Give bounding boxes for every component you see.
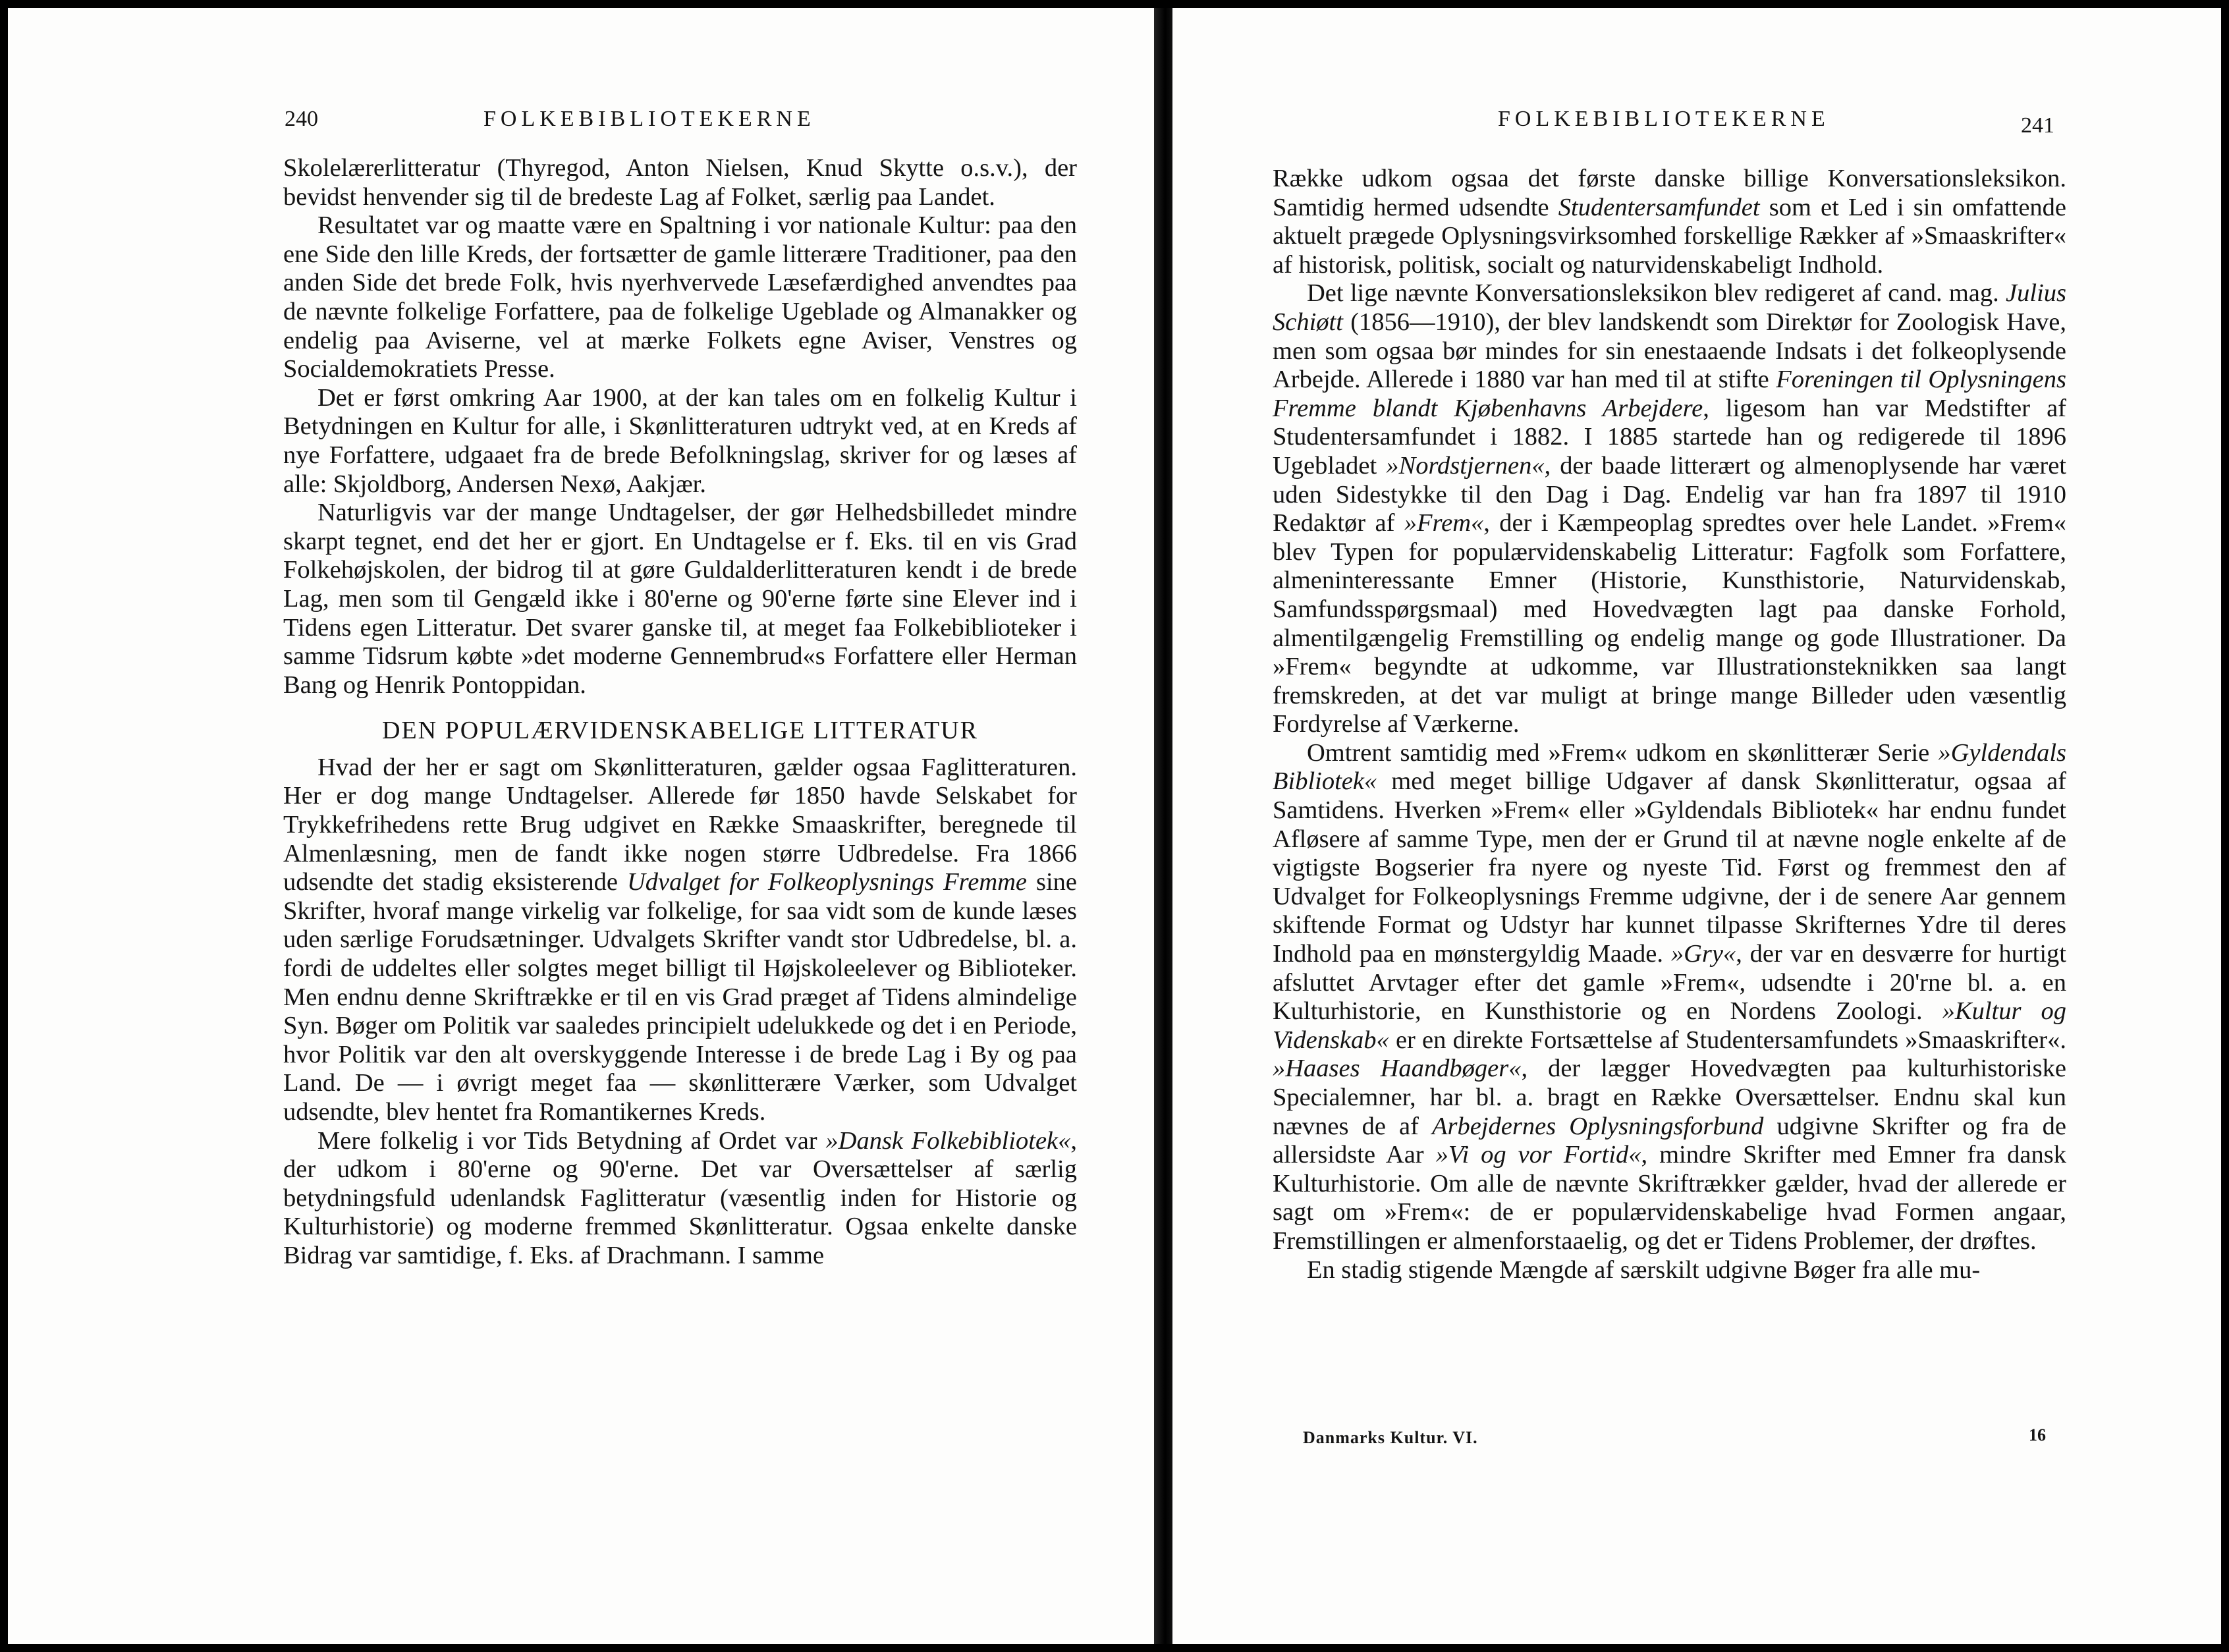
- right-page-number: 241: [2021, 113, 2054, 138]
- footer-signature: Danmarks Kultur. VI.: [1303, 1428, 1478, 1447]
- italic-title: »Gry«: [1670, 940, 1736, 968]
- right-text-column: [1273, 165, 2066, 1284]
- left-page-number: 240: [285, 107, 318, 131]
- right-running-head: FOLKEBIBLIOTEKERNE: [1498, 107, 1830, 131]
- footer-signature-number: 16: [2029, 1425, 2046, 1445]
- italic-title: »Kultur og Videnskab«: [1273, 997, 2067, 1054]
- right-paragraph-4: En stadig stigende Mængde af særskilt udgivne Bøger fra alle mu-: [1307, 1255, 1981, 1284]
- left-paragraph-6: Mere folkelig i vor Tids Betydning af Ordet var »Dansk Folkebibliotek«, der udkom i 80'erne og 90'erne. Det var Oversættelser af særlig betydningsfuld udenlandsk Faglitteratur (væsentlig inden for Historie og Kulturhistorie) og moderne fremmed Skønlitteratur. Ogsaa enkelte danske Bidrag var samtidige, f. Eks. af Drachmann. I samme: [283, 1126, 1078, 1269]
- italic-title: »Nordstjernen«: [1386, 451, 1545, 480]
- right-paragraph-3: Omtrent samtidig med »Frem« udkom en skønlitterær Serie »Gyldendals Bibliotek« med meget billige Udgaver af dansk Skønlitteratur, ogsaa af Samtidens. Hverken »Frem« eller »Gyldendals Bibliotek« har endnu fundet Afløsere af samme Type, men der er Grund til at nævne nogle enkelte af de vigtigste Bogserier fra nyere og nyeste Tid. Først og fremmest den af Udvalget for Folkeoplysnings Fremme udgivne, der i de senere Aar gennem skiftende Format og Udstyr har kunnet tilpasse Skrifternes Ydre til deres Indhold paa en mønstergyldig Maade. »Gry«, der var en desværre for hurtigt afsluttet Arvtager efter det gamle »Frem«, udsendte i 20'rne bl. a. en Kulturhistorie, en Kunsthistorie og en Nordens Zoologi. »Kultur og Videnskab« er en direkte Fortsættelse af Studentersamfundets »Smaaskrifter«. »Haases Haandbøger«, der lægger Hovedvægten paa kulturhistoriske Specialemner, har bl. a. bragt en Række Oversættelser. Endnu skal kun nævnes de af Arbejdernes Oplysningsforbund udgivne Skrifter og fra de allersidste Aar »Vi og vor Fortid«, mindre Skrifter med Emner fra dansk Kulturhistorie. Om alle de nævnte Skriftrækker gælder, hvad der allerede er sagt om »Frem«: de er populærvidenskabelige hvad Formen angaar, Fremstillingen er almenforstaaelig, og det er Tidens Problemer, der drøftes.: [1273, 738, 2067, 1255]
- left-running-head: FOLKEBIBLIOTEKERNE: [483, 107, 815, 131]
- right-paragraph-2: Det lige nævnte Konversationsleksikon blev redigeret af cand. mag. Julius Schiøtt (1856—1910), der blev landskendt som Direktør for Zoologisk Have, men som ogsaa bør mindes for sin enestaaende Indsats i det folkeoplysende Arbejde. Allerede i 1880 var han med til at stifte Foreningen til Oplysningens Fremme blandt Kjøbenhavns Arbejdere, ligesom han var Medstifter af Studentersamfundet i 1882. I 1885 startede han og redigerede til 1896 Ugebladet »Nordstjernen«, der baade litterært og almenoplysende har været uden Sidestykke til den Dag i Dag. Endelig var han fra 1897 til 1910 Redaktør af »Frem«, der i Kæmpeoplag spredtes over hele Landet. »Frem« blev Typen for populærvidenskabelig Litteratur: Fagfolk som Forfattere, almeninteressante Emner (Historie, Kunsthistorie, Naturvidenskab, Samfundsspørgsmaal) med Hovedvægten lagt paa danske Forhold, almentilgængelig Fremstilling og endelig mange og gode Illustrationer. Da »Frem« begyndte at udkomme, var Illustrationsteknikken saa langt fremskreden, at det var muligt at bringe mange Billeder uden væsentlig Fordyrelse af Værkerne.: [1273, 279, 2066, 738]
- right-paragraph-1: Række udkom ogsaa det første danske billige Konversationsleksikon. Samtidig hermed udsendte Studentersamfundet som et Led i sin omfattende aktuelt prægede Oplysningsvirksomhed forskellige Rækker af »Smaaskrifter« af historisk, politisk, socialt og naturvidenskabeligt Indhold.: [1273, 165, 2067, 279]
- left-paragraph-5: Hvad der her er sagt om Skønlitteraturen, gælder ogsaa Faglitteraturen. Her er dog mange Undtagelser. Allerede før 1850 havde Selskabet for Trykkefrihedens rette Brug udgivet en Række Smaaskrifter, beregnede til Almenlæsning, men de fandt ikke nogen større Udbredelse. Fra 1866 udsendte det stadig eksisterende Udvalget for Folkeoplysnings Fremme sine Skrifter, hvoraf mange virkelig var folkelige, for saa vidt som de kunde læses uden særlige Forudsætninger. Udvalgets Skrifter vandt stor Udbredelse, bl. a. fordi de uddeltes eller solgtes meget billigt til Højskoleelever og Biblioteker. Men endnu denne Skriftrække er til en vis Grad præget af Tidens almindelige Syn. Bøger om Politik var saaledes principielt udelukkede og det i en Periode, hvor Politik var den alt overskyggende Interesse i de brede Lag i By og paa Land. De — i øvrigt meget faa — skønlitterære Værker, som Udvalget udsendte, blev hentet fra Romantikernes Kreds.: [283, 753, 1077, 1126]
- italic-title: »Gyldendals Bibliotek«: [1273, 738, 2066, 796]
- left-paragraph-1: Skolelærerlitteratur (Thyregod, Anton Nielsen, Knud Skytte o.s.v.), der bevidst henvender sig til de bredeste Lag af Folket, særlig paa Landet.: [283, 154, 1077, 211]
- italic-name: Julius Schiøtt: [1273, 279, 2066, 336]
- italic-title: »Frem«: [1404, 509, 1484, 537]
- left-paragraph-2: Resultatet var og maatte være en Spaltning i vor nationale Kultur: paa den ene Side den lille Kreds, der fortsætter de gamle litterære Traditioner, paa den anden Side det brede Folk, hvis nyerhvervede Læsefærdighed anvendtes paa de nævnte folkelige Forfattere, paa de folkelige Ugeblade og Almanakker og endelig paa Aviserne, vel at mærke Folkets egne Aviser, Venstres og Socialdemokratiets Presse.: [283, 211, 1077, 383]
- italic-title: Foreningen til Oplysningens Fremme blandt Kjøbenhavns Arbejdere: [1273, 366, 2066, 422]
- section-heading: DEN POPULÆRVIDENSKABELIGE LITTERATUR: [382, 717, 978, 745]
- left-page: [8, 8, 1157, 1644]
- italic-title: »Vi og vor Fortid«: [1435, 1141, 1641, 1169]
- right-page: [1172, 8, 2221, 1644]
- book-gutter: [1154, 8, 1172, 1644]
- left-text-column: [283, 154, 1077, 1271]
- italic-title: Udvalget for Folkeoplysnings Fremme: [626, 868, 1028, 896]
- italic-title: Studentersamfundet: [1558, 193, 1760, 221]
- left-paragraph-4: Naturligvis var der mange Undtagelser, der gør Helhedsbilledet mindre skarpt tegnet, end det her er gjort. En Undtagelse er f. Eks. til en vis Grad Folkehøjskolen, der bidrog til at gøre Guldalderlitteraturen kendt i de brede Lag, men som til Gengæld ikke i 80'erne og 90'erne førte sine Elever ind i Tidens egen Litteratur. Det svarer ganske til, at meget faa Folkebiblioteker i samme Tidsrum købte »det moderne Gennembrud«s Forfattere eller Herman Bang og Henrik Pontoppidan.: [283, 499, 1077, 699]
- left-paragraph-3: Det er først omkring Aar 1900, at der kan tales om en folkelig Kultur i Betydningen en Kultur for alle, i Skønlitteraturen udtrykt ved, at en Kreds af nye Forfattere, udgaaet fra de brede Befolkningslag, skriver for og læses af alle: Skjoldborg, Andersen Nexø, Aakjær.: [283, 383, 1077, 498]
- italic-title: Arbejdernes Oplysningsforbund: [1431, 1112, 1764, 1140]
- italic-title: »Dansk Folkebibliotek«: [825, 1126, 1071, 1155]
- italic-title: »Haases Haandbøger«: [1273, 1055, 1522, 1083]
